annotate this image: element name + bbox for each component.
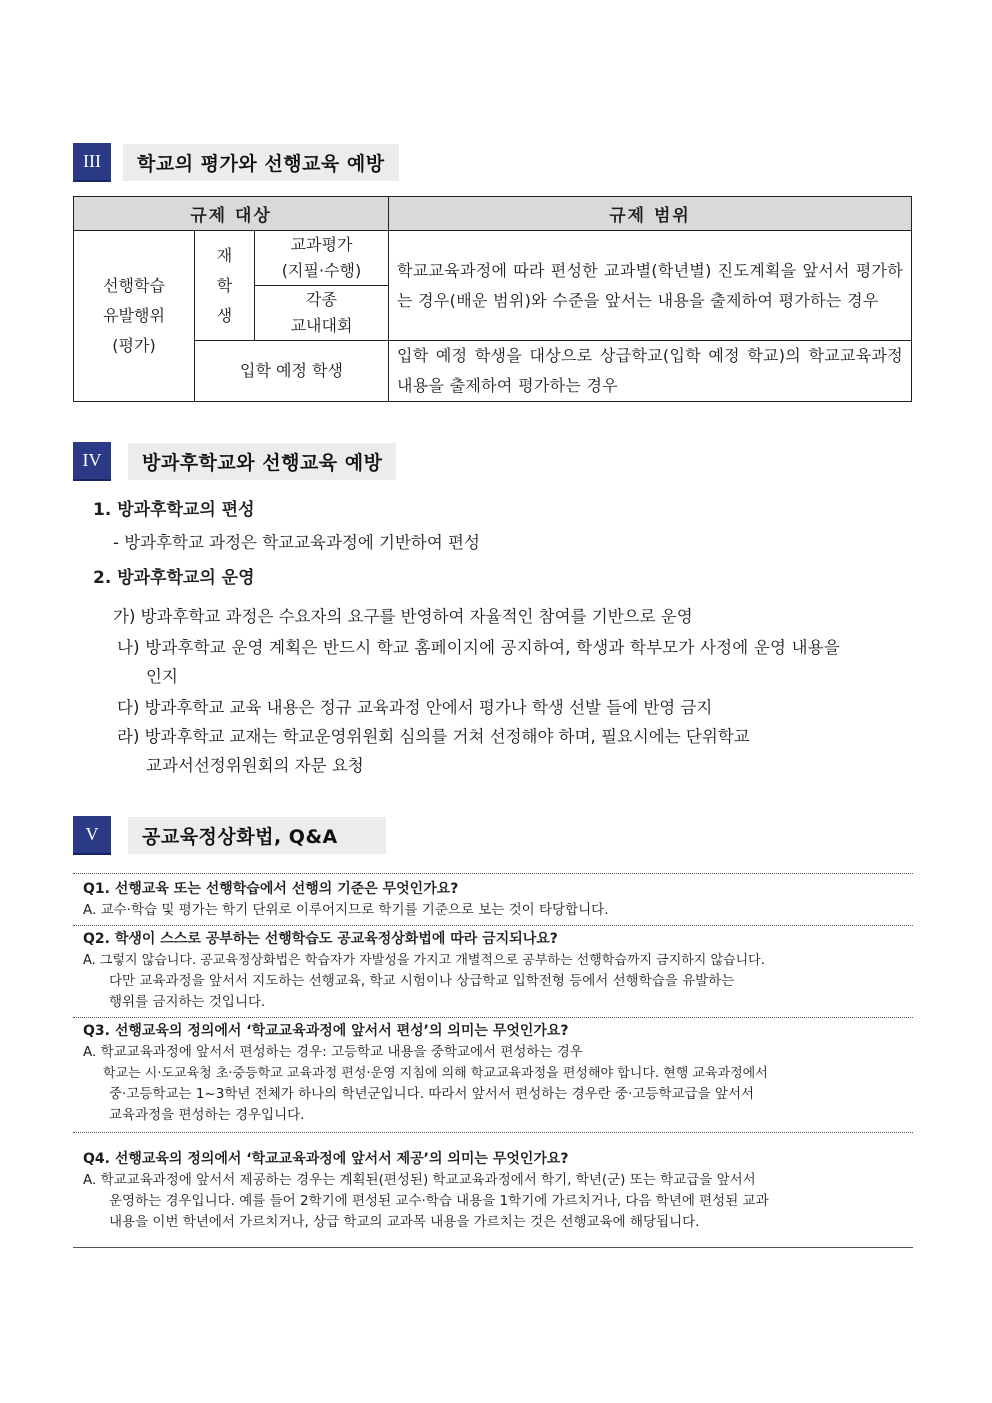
- scope-cell-1: 학교교육과정에 따라 편성한 교과별(학년별) 진도계획을 앞서서 평가하는 경우(배운 범위)와 수준을 앞서는 내용을 출제하여 평가하는 경우: [389, 231, 912, 341]
- section-number: III: [73, 143, 111, 182]
- answer: A. 그렇지 않습니다. 공교육정상화법은 학습자가 자발성을 가지고 개별적으로 공부하는 선행학습까지 금지하지 않습니다.: [83, 953, 765, 968]
- row-group-label: 선행학습 유발행위 (평가): [74, 231, 195, 402]
- qa-list: [73, 876, 913, 1248]
- operation-item-na: 나) 방과후학교 운영 계획은 반드시 학교 홈페이지에 공지하여, 학생과 학부모가 사정에 운영 내용을: [117, 638, 840, 657]
- subject-evaluation-cell: 교과평가 (지필·수행): [255, 231, 389, 286]
- answer: 교육과정을 편성하는 경우입니다.: [109, 1107, 305, 1123]
- operation-item-ra-cont: 교과서선정위원회의 자문 요청: [146, 756, 364, 775]
- question: Q1. 선행교육 또는 선행학습에서 선행의 기준은 무엇인가요?: [83, 881, 459, 897]
- answer: A. 학교교육과정에 앞서서 편성하는 경우: 고등학교 내용을 중학교에서 편성하는 경우: [83, 1044, 583, 1060]
- school-contest-cell: 각종 교내대회: [255, 286, 389, 341]
- subheading-operation: 2. 방과후학교의 운영: [93, 568, 255, 588]
- operation-item-da: 다) 방과후학교 교육 내용은 정규 교육과정 안에서 평가나 학생 선발 들에 반영 금지: [117, 698, 713, 717]
- section4-header: [73, 442, 396, 481]
- qa-item: [73, 926, 913, 1018]
- header-scope: 규제 범위: [389, 197, 912, 231]
- section-title: 학교의 평가와 선행교육 예방: [123, 144, 399, 181]
- section-title: 공교육정상화법, Q&A: [128, 817, 386, 854]
- answer: 내용을 이번 학년에서 가르치거나, 상급 학교의 교과목 내용을 가르치는 것은 선행교육에 해당됩니다.: [109, 1214, 700, 1230]
- answer: 행위를 금지하는 것입니다.: [109, 994, 266, 1010]
- answer: 학교는 시·도교육청 초·중등학교 교육과정 편성·운영 지침에 의해 학교교육과정을 편성해야 합니다. 현행 교육과정에서: [103, 1066, 768, 1081]
- answer: 다만 교육과정을 앞서서 지도하는 선행교육, 학교 시험이나 상급학교 입학전형 등에서 선행학습을 유발하는: [109, 973, 735, 989]
- answer: 운영하는 경우입니다. 예를 들어 2학기에 편성된 교수·학습 내용을 1학기에 가르치거나, 다음 학년에 편성된 교과: [109, 1193, 769, 1209]
- composition-item: - 방과후학교 과정은 학교교육과정에 기반하여 편성: [113, 533, 480, 552]
- operation-item-ga: 가) 방과후학교 과정은 수요자의 요구를 반영하여 자율적인 참여를 기반으로 운영: [113, 607, 693, 626]
- answer: 중·고등학교는 1~3학년 전체가 하나의 학년군입니다. 따라서 앞서서 편성하는 경우란 중·고등학교급을 앞서서: [109, 1086, 755, 1102]
- regulation-table: [73, 196, 912, 402]
- scope-cell-2: 입학 예정 학생을 대상으로 상급학교(입학 예정 학교)의 학교교육과정 내용을 출제하여 평가하는 경우: [389, 341, 912, 402]
- section-title: 방과후학교와 선행교육 예방: [128, 443, 396, 480]
- question: Q4. 선행교육의 정의에서 ‘학교교육과정에 앞서서 제공’의 의미는 무엇인가요?: [83, 1151, 569, 1167]
- prospective-students-cell: 입학 예정 학생: [195, 341, 389, 402]
- qa-item: [73, 876, 913, 926]
- qa-item: [73, 1133, 913, 1248]
- section5-header: [73, 816, 386, 855]
- operation-item-na-cont: 인지: [146, 667, 178, 686]
- section-number: IV: [73, 442, 111, 481]
- answer: A. 학교교육과정에 앞서서 제공하는 경우는 계획된(편성된) 학교교육과정에서 학기, 학년(군) 또는 학교급을 앞서서: [83, 1172, 756, 1188]
- question: Q2. 학생이 스스로 공부하는 선행학습도 공교육정상화법에 따라 금지되나요?: [83, 931, 558, 947]
- header-target: 규제 대상: [74, 197, 389, 231]
- subheading-composition: 1. 방과후학교의 편성: [93, 500, 255, 520]
- section3-header: [73, 143, 399, 182]
- question: Q3. 선행교육의 정의에서 ‘학교교육과정에 앞서서 편성’의 의미는 무엇인가요?: [83, 1023, 569, 1039]
- section-number: V: [73, 816, 111, 855]
- operation-item-ra: 라) 방과후학교 교재는 학교운영위원회 심의를 거쳐 선정해야 하며, 필요시에는 단위학교: [117, 727, 750, 746]
- qa-item: [73, 1018, 913, 1133]
- qa-top-divider: [73, 873, 913, 874]
- answer: A. 교수·학습 및 평가는 학기 단위로 이루어지므로 학기를 기준으로 보는 것이 타당합니다.: [83, 902, 609, 918]
- enrolled-students-label: 재 학 생: [195, 231, 255, 341]
